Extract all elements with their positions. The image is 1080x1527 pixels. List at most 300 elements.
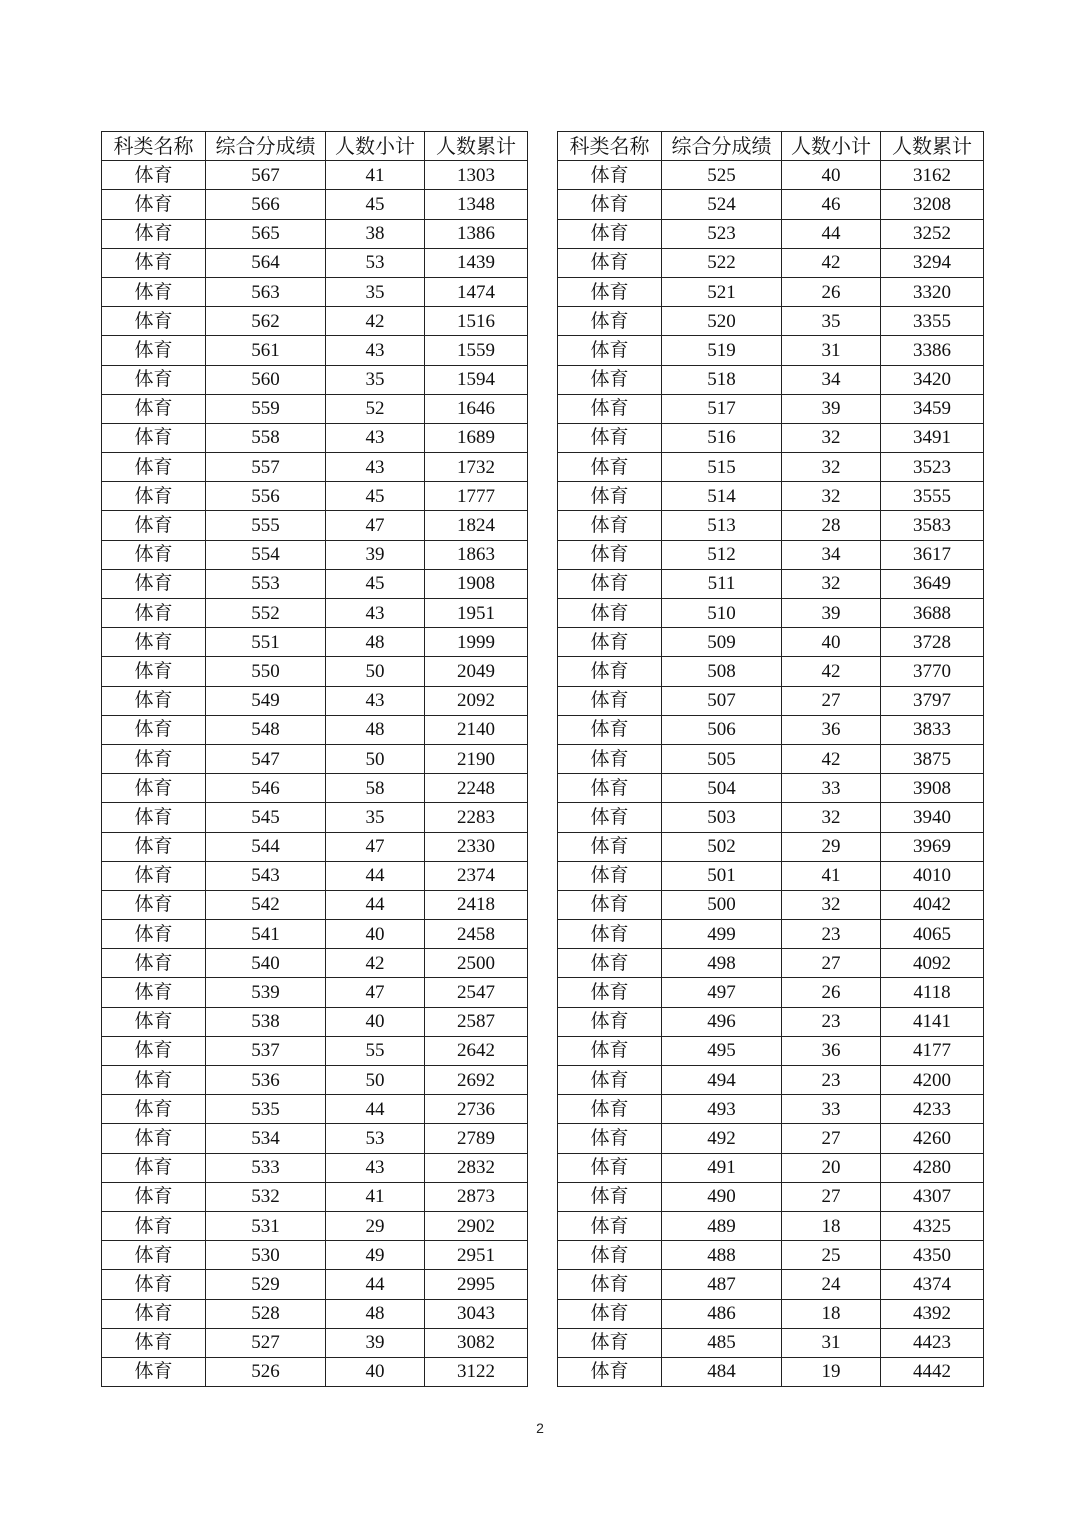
table-row — [558, 686, 984, 715]
table-row — [102, 861, 528, 890]
cell-category: 体育 — [102, 890, 206, 919]
cell-cumulative: 4118 — [881, 978, 984, 1007]
table-row — [102, 920, 528, 949]
table-row — [558, 365, 984, 394]
table-row — [102, 744, 528, 773]
cell-category: 体育 — [558, 1211, 662, 1240]
cell-score: 521 — [662, 277, 782, 306]
cell-category: 体育 — [558, 774, 662, 803]
cell-category: 体育 — [558, 628, 662, 657]
cell-cumulative: 4010 — [881, 861, 984, 890]
cell-score: 515 — [662, 453, 782, 482]
cell-count: 39 — [326, 1328, 425, 1357]
table-row — [558, 1241, 984, 1270]
table-row — [558, 1328, 984, 1357]
cell-cumulative: 3420 — [881, 365, 984, 394]
table-row — [558, 453, 984, 482]
cell-count: 34 — [782, 365, 881, 394]
cell-count: 20 — [782, 1153, 881, 1182]
cell-score: 507 — [662, 686, 782, 715]
cell-score: 541 — [206, 920, 326, 949]
table-row — [102, 1270, 528, 1299]
cell-score: 491 — [662, 1153, 782, 1182]
cell-count: 28 — [782, 511, 881, 540]
cell-count: 32 — [782, 423, 881, 452]
cell-cumulative: 3583 — [881, 511, 984, 540]
cell-count: 35 — [782, 307, 881, 336]
cell-count: 53 — [326, 248, 425, 277]
cell-score: 553 — [206, 569, 326, 598]
cell-category: 体育 — [558, 1153, 662, 1182]
cell-cumulative: 1999 — [425, 628, 528, 657]
header-cumulative: 人数累计 — [881, 132, 984, 161]
cell-cumulative: 4423 — [881, 1328, 984, 1357]
cell-cumulative: 2873 — [425, 1182, 528, 1211]
cell-category: 体育 — [558, 920, 662, 949]
cell-count: 47 — [326, 978, 425, 1007]
cell-score: 567 — [206, 161, 326, 190]
table-row — [102, 1095, 528, 1124]
cell-cumulative: 3523 — [881, 453, 984, 482]
table-row — [102, 482, 528, 511]
cell-count: 43 — [326, 453, 425, 482]
table-row — [558, 890, 984, 919]
cell-score: 523 — [662, 219, 782, 248]
cell-count: 44 — [326, 1270, 425, 1299]
cell-category: 体育 — [102, 453, 206, 482]
cell-count: 49 — [326, 1241, 425, 1270]
cell-category: 体育 — [558, 219, 662, 248]
cell-score: 519 — [662, 336, 782, 365]
table-row — [558, 394, 984, 423]
table-row — [102, 277, 528, 306]
cell-cumulative: 3649 — [881, 569, 984, 598]
cell-score: 514 — [662, 482, 782, 511]
cell-score: 532 — [206, 1182, 326, 1211]
cell-count: 31 — [782, 336, 881, 365]
table-row — [102, 1328, 528, 1357]
cell-cumulative: 3770 — [881, 657, 984, 686]
cell-score: 527 — [206, 1328, 326, 1357]
table-row — [102, 978, 528, 1007]
cell-cumulative: 4065 — [881, 920, 984, 949]
cell-score: 547 — [206, 744, 326, 773]
cell-cumulative: 3355 — [881, 307, 984, 336]
table-row — [102, 890, 528, 919]
cell-category: 体育 — [102, 307, 206, 336]
cell-category: 体育 — [558, 394, 662, 423]
cell-count: 18 — [782, 1211, 881, 1240]
cell-category: 体育 — [102, 861, 206, 890]
cell-cumulative: 4350 — [881, 1241, 984, 1270]
cell-count: 41 — [782, 861, 881, 890]
table-row — [558, 482, 984, 511]
table-row — [558, 569, 984, 598]
cell-category: 体育 — [558, 277, 662, 306]
cell-cumulative: 3043 — [425, 1299, 528, 1328]
cell-cumulative: 1951 — [425, 599, 528, 628]
cell-score: 489 — [662, 1211, 782, 1240]
table-row — [558, 219, 984, 248]
cell-cumulative: 4200 — [881, 1066, 984, 1095]
cell-count: 23 — [782, 920, 881, 949]
cell-cumulative: 1594 — [425, 365, 528, 394]
cell-cumulative: 2789 — [425, 1124, 528, 1153]
table-row — [558, 161, 984, 190]
cell-category: 体育 — [558, 248, 662, 277]
cell-category: 体育 — [558, 365, 662, 394]
cell-cumulative: 3555 — [881, 482, 984, 511]
table-row — [102, 1299, 528, 1328]
table-row — [102, 423, 528, 452]
cell-category: 体育 — [102, 248, 206, 277]
table-row — [102, 1153, 528, 1182]
cell-count: 29 — [782, 832, 881, 861]
cell-count: 55 — [326, 1036, 425, 1065]
cell-score: 531 — [206, 1211, 326, 1240]
cell-cumulative: 3797 — [881, 686, 984, 715]
cell-count: 48 — [326, 715, 425, 744]
table-row — [102, 219, 528, 248]
cell-count: 45 — [326, 482, 425, 511]
cell-category: 体育 — [102, 1270, 206, 1299]
cell-cumulative: 2283 — [425, 803, 528, 832]
cell-score: 511 — [662, 569, 782, 598]
cell-count: 24 — [782, 1270, 881, 1299]
cell-cumulative: 4233 — [881, 1095, 984, 1124]
cell-cumulative: 3491 — [881, 423, 984, 452]
cell-category: 体育 — [558, 832, 662, 861]
cell-cumulative: 3459 — [881, 394, 984, 423]
cell-count: 38 — [326, 219, 425, 248]
cell-category: 体育 — [102, 1153, 206, 1182]
header-count: 人数小计 — [782, 132, 881, 161]
cell-category: 体育 — [558, 861, 662, 890]
table-row — [558, 423, 984, 452]
cell-category: 体育 — [558, 657, 662, 686]
cell-score: 520 — [662, 307, 782, 336]
cell-score: 485 — [662, 1328, 782, 1357]
cell-count: 43 — [326, 336, 425, 365]
cell-cumulative: 1824 — [425, 511, 528, 540]
cell-cumulative: 1908 — [425, 569, 528, 598]
table-row — [558, 832, 984, 861]
cell-category: 体育 — [102, 1211, 206, 1240]
table-row — [558, 1357, 984, 1386]
cell-category: 体育 — [558, 803, 662, 832]
cell-cumulative: 2692 — [425, 1066, 528, 1095]
cell-cumulative: 1777 — [425, 482, 528, 511]
table-row — [102, 1182, 528, 1211]
cell-cumulative: 3908 — [881, 774, 984, 803]
cell-category: 体育 — [558, 1241, 662, 1270]
cell-category: 体育 — [558, 1007, 662, 1036]
table-row — [558, 715, 984, 744]
cell-count: 27 — [782, 949, 881, 978]
cell-cumulative: 1386 — [425, 219, 528, 248]
cell-category: 体育 — [558, 482, 662, 511]
cell-score: 529 — [206, 1270, 326, 1299]
cell-cumulative: 4092 — [881, 949, 984, 978]
cell-category: 体育 — [102, 832, 206, 861]
cell-cumulative: 3940 — [881, 803, 984, 832]
cell-score: 535 — [206, 1095, 326, 1124]
cell-score: 490 — [662, 1182, 782, 1211]
cell-count: 39 — [782, 394, 881, 423]
cell-category: 体育 — [558, 599, 662, 628]
cell-score: 496 — [662, 1007, 782, 1036]
cell-count: 27 — [782, 686, 881, 715]
cell-count: 39 — [326, 540, 425, 569]
table-row — [558, 540, 984, 569]
cell-cumulative: 4392 — [881, 1299, 984, 1328]
cell-score: 557 — [206, 453, 326, 482]
cell-category: 体育 — [558, 190, 662, 219]
cell-cumulative: 4260 — [881, 1124, 984, 1153]
cell-count: 40 — [326, 920, 425, 949]
cell-score: 508 — [662, 657, 782, 686]
cell-count: 41 — [326, 161, 425, 190]
table-row — [102, 1124, 528, 1153]
cell-cumulative: 4280 — [881, 1153, 984, 1182]
cell-cumulative: 4307 — [881, 1182, 984, 1211]
cell-count: 48 — [326, 1299, 425, 1328]
cell-count: 44 — [326, 890, 425, 919]
cell-count: 47 — [326, 511, 425, 540]
cell-category: 体育 — [558, 307, 662, 336]
cell-category: 体育 — [102, 1066, 206, 1095]
cell-score: 566 — [206, 190, 326, 219]
cell-score: 513 — [662, 511, 782, 540]
table-row — [558, 949, 984, 978]
cell-count: 44 — [782, 219, 881, 248]
cell-score: 528 — [206, 1299, 326, 1328]
cell-score: 525 — [662, 161, 782, 190]
cell-category: 体育 — [102, 569, 206, 598]
cell-count: 58 — [326, 774, 425, 803]
cell-category: 体育 — [102, 336, 206, 365]
cell-count: 25 — [782, 1241, 881, 1270]
cell-score: 565 — [206, 219, 326, 248]
cell-cumulative: 1732 — [425, 453, 528, 482]
cell-count: 32 — [782, 569, 881, 598]
cell-score: 518 — [662, 365, 782, 394]
header-category: 科类名称 — [102, 132, 206, 161]
cell-count: 39 — [782, 599, 881, 628]
cell-score: 509 — [662, 628, 782, 657]
table-row — [102, 599, 528, 628]
cell-category: 体育 — [558, 511, 662, 540]
cell-count: 44 — [326, 861, 425, 890]
cell-category: 体育 — [102, 1124, 206, 1153]
cell-cumulative: 3208 — [881, 190, 984, 219]
cell-cumulative: 1646 — [425, 394, 528, 423]
table-row — [558, 628, 984, 657]
cell-cumulative: 2049 — [425, 657, 528, 686]
cell-count: 40 — [326, 1007, 425, 1036]
table-row — [558, 307, 984, 336]
table-row — [102, 1007, 528, 1036]
cell-category: 体育 — [558, 1328, 662, 1357]
cell-cumulative: 4141 — [881, 1007, 984, 1036]
cell-category: 体育 — [558, 1182, 662, 1211]
table-row — [558, 803, 984, 832]
cell-category: 体育 — [102, 423, 206, 452]
table-row — [558, 1007, 984, 1036]
table-row — [558, 190, 984, 219]
score-table-right — [557, 131, 984, 1387]
table-row — [102, 365, 528, 394]
table-row — [558, 861, 984, 890]
cell-cumulative: 1516 — [425, 307, 528, 336]
cell-score: 560 — [206, 365, 326, 394]
cell-category: 体育 — [558, 569, 662, 598]
cell-cumulative: 3386 — [881, 336, 984, 365]
cell-count: 48 — [326, 628, 425, 657]
cell-category: 体育 — [558, 686, 662, 715]
table-header-row — [102, 132, 528, 161]
cell-cumulative: 3875 — [881, 744, 984, 773]
table-row — [102, 657, 528, 686]
table-row — [558, 1270, 984, 1299]
cell-count: 47 — [326, 832, 425, 861]
table-row — [558, 1299, 984, 1328]
cell-count: 33 — [782, 1095, 881, 1124]
cell-category: 体育 — [558, 1095, 662, 1124]
cell-score: 561 — [206, 336, 326, 365]
cell-cumulative: 2330 — [425, 832, 528, 861]
cell-score: 551 — [206, 628, 326, 657]
table-row — [558, 744, 984, 773]
cell-count: 18 — [782, 1299, 881, 1328]
cell-score: 502 — [662, 832, 782, 861]
cell-cumulative: 2458 — [425, 920, 528, 949]
cell-category: 体育 — [558, 949, 662, 978]
cell-score: 540 — [206, 949, 326, 978]
cell-cumulative: 4442 — [881, 1357, 984, 1386]
cell-category: 体育 — [102, 774, 206, 803]
cell-cumulative: 2902 — [425, 1211, 528, 1240]
cell-score: 526 — [206, 1357, 326, 1386]
cell-count: 44 — [326, 1095, 425, 1124]
cell-score: 501 — [662, 861, 782, 890]
cell-category: 体育 — [102, 482, 206, 511]
cell-cumulative: 1559 — [425, 336, 528, 365]
table-row — [102, 628, 528, 657]
cell-score: 497 — [662, 978, 782, 1007]
cell-count: 43 — [326, 423, 425, 452]
cell-cumulative: 1303 — [425, 161, 528, 190]
cell-cumulative: 3122 — [425, 1357, 528, 1386]
cell-category: 体育 — [102, 219, 206, 248]
table-row — [102, 569, 528, 598]
cell-score: 517 — [662, 394, 782, 423]
cell-category: 体育 — [558, 1299, 662, 1328]
table-row — [102, 1357, 528, 1386]
table-row — [102, 394, 528, 423]
cell-score: 537 — [206, 1036, 326, 1065]
cell-score: 534 — [206, 1124, 326, 1153]
table-row — [102, 715, 528, 744]
table-row — [558, 1036, 984, 1065]
table-row — [558, 1124, 984, 1153]
cell-count: 50 — [326, 1066, 425, 1095]
cell-category: 体育 — [102, 1328, 206, 1357]
cell-count: 45 — [326, 569, 425, 598]
table-row — [102, 949, 528, 978]
cell-category: 体育 — [558, 744, 662, 773]
cell-score: 552 — [206, 599, 326, 628]
cell-category: 体育 — [558, 1124, 662, 1153]
table-row — [558, 511, 984, 540]
cell-score: 538 — [206, 1007, 326, 1036]
cell-count: 50 — [326, 657, 425, 686]
cell-category: 体育 — [102, 657, 206, 686]
cell-cumulative: 3320 — [881, 277, 984, 306]
cell-score: 500 — [662, 890, 782, 919]
cell-count: 26 — [782, 978, 881, 1007]
cell-cumulative: 2248 — [425, 774, 528, 803]
table-row — [102, 161, 528, 190]
cell-category: 体育 — [558, 978, 662, 1007]
table-row — [558, 1153, 984, 1182]
cell-category: 体育 — [102, 978, 206, 1007]
table-row — [558, 978, 984, 1007]
table-row — [102, 686, 528, 715]
table-row — [102, 307, 528, 336]
cell-category: 体育 — [558, 715, 662, 744]
cell-count: 43 — [326, 599, 425, 628]
cell-score: 542 — [206, 890, 326, 919]
cell-category: 体育 — [102, 1007, 206, 1036]
header-category: 科类名称 — [558, 132, 662, 161]
cell-count: 26 — [782, 277, 881, 306]
table-row — [558, 1095, 984, 1124]
cell-score: 559 — [206, 394, 326, 423]
table-row — [102, 832, 528, 861]
cell-score: 499 — [662, 920, 782, 949]
table-row — [102, 190, 528, 219]
table-row — [102, 336, 528, 365]
cell-score: 546 — [206, 774, 326, 803]
cell-score: 495 — [662, 1036, 782, 1065]
cell-category: 体育 — [102, 1357, 206, 1386]
cell-score: 498 — [662, 949, 782, 978]
cell-category: 体育 — [102, 686, 206, 715]
cell-cumulative: 3294 — [881, 248, 984, 277]
cell-count: 27 — [782, 1124, 881, 1153]
cell-category: 体育 — [102, 190, 206, 219]
table-row — [558, 599, 984, 628]
cell-score: 530 — [206, 1241, 326, 1270]
cell-category: 体育 — [102, 365, 206, 394]
cell-cumulative: 2995 — [425, 1270, 528, 1299]
cell-count: 40 — [326, 1357, 425, 1386]
cell-cumulative: 1348 — [425, 190, 528, 219]
cell-score: 492 — [662, 1124, 782, 1153]
cell-category: 体育 — [102, 161, 206, 190]
cell-count: 46 — [782, 190, 881, 219]
cell-count: 41 — [326, 1182, 425, 1211]
cell-cumulative: 1689 — [425, 423, 528, 452]
cell-count: 42 — [326, 949, 425, 978]
cell-count: 53 — [326, 1124, 425, 1153]
cell-cumulative: 2736 — [425, 1095, 528, 1124]
table-row — [558, 1211, 984, 1240]
cell-cumulative: 4374 — [881, 1270, 984, 1299]
cell-cumulative: 3252 — [881, 219, 984, 248]
cell-score: 505 — [662, 744, 782, 773]
